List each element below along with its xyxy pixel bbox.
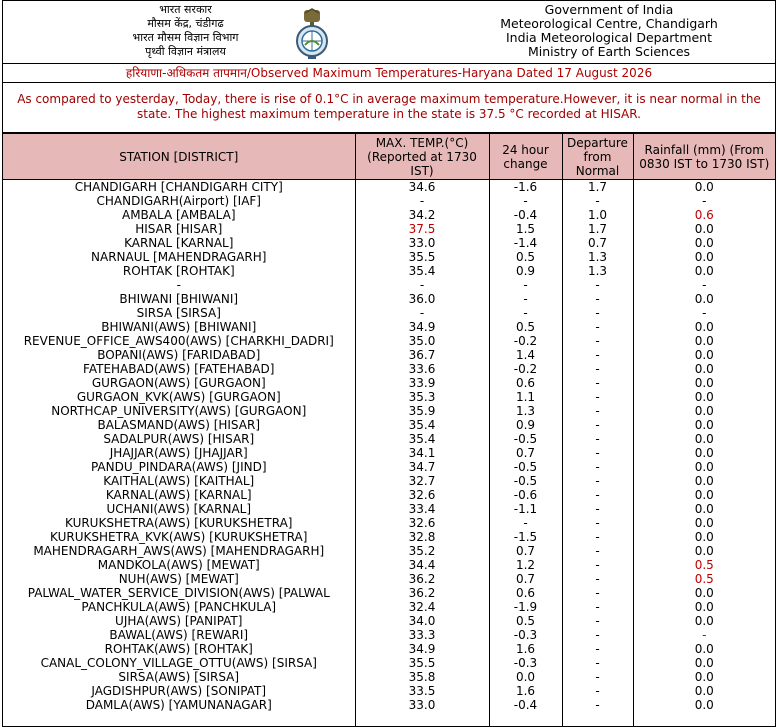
max-temp-cell: 35.4 <box>355 432 489 446</box>
rainfall-cell: 0.0 <box>633 180 775 195</box>
max-temp-cell: 32.8 <box>355 530 489 544</box>
change-cell: 0.6 <box>489 586 562 600</box>
change-cell: 0.6 <box>489 376 562 390</box>
station-cell: UCHANI(AWS) [KARNAL] <box>3 502 355 516</box>
table-row <box>3 390 775 404</box>
station-cell: AMBALA [AMBALA] <box>3 208 355 222</box>
table-row <box>3 558 775 572</box>
rainfall-cell: 0.0 <box>633 642 775 656</box>
change-cell: 0.7 <box>489 572 562 586</box>
change-cell: -0.5 <box>489 432 562 446</box>
station-cell: GURGAON(AWS) [GURGAON] <box>3 376 355 390</box>
change-cell: -1.4 <box>489 236 562 250</box>
hindi-line: भारत मौसम विज्ञान विभाग <box>132 31 239 44</box>
change-cell: 0.5 <box>489 614 562 628</box>
rainfall-cell: 0.0 <box>633 348 775 362</box>
station-cell: NORTHCAP_UNIVERSITY(AWS) [GURGAON] <box>3 404 355 418</box>
departure-cell: - <box>562 586 633 600</box>
max-temp-cell: 33.4 <box>355 502 489 516</box>
departure-cell: - <box>562 502 633 516</box>
station-cell: DAMLA(AWS) [YAMUNANAGAR] <box>3 698 355 712</box>
departure-cell: - <box>562 488 633 502</box>
table-row <box>3 306 775 320</box>
departure-cell: - <box>562 614 633 628</box>
station-cell: BOPANI(AWS) [FARIDABAD] <box>3 348 355 362</box>
table-row <box>3 516 775 530</box>
station-cell: BHIWANI [BHIWANI] <box>3 292 355 306</box>
departure-cell: 1.7 <box>562 222 633 236</box>
departure-cell: 1.7 <box>562 180 633 195</box>
change-cell: -0.5 <box>489 474 562 488</box>
station-cell: MAHENDRAGARH_AWS(AWS) [MAHENDRAGARH] <box>3 544 355 558</box>
col-header-max-temp: MAX. TEMP.(°C) (Reported at 1730 IST) <box>355 134 489 180</box>
departure-cell: - <box>562 558 633 572</box>
max-temp-cell: 35.3 <box>355 390 489 404</box>
max-temp-cell: 34.9 <box>355 642 489 656</box>
station-cell: BHIWANI(AWS) [BHIWANI] <box>3 320 355 334</box>
max-temp-cell <box>355 712 489 727</box>
rainfall-cell: 0.0 <box>633 488 775 502</box>
departure-cell: 1.3 <box>562 250 633 264</box>
change-cell: -1.5 <box>489 530 562 544</box>
table-row <box>3 278 775 292</box>
departure-cell: - <box>562 656 633 670</box>
max-temp-cell: 33.9 <box>355 376 489 390</box>
rainfall-cell: 0.0 <box>633 684 775 698</box>
max-temp-cell: 34.9 <box>355 320 489 334</box>
departure-cell: - <box>562 544 633 558</box>
station-cell: NUH(AWS) [MEWAT] <box>3 572 355 586</box>
max-temp-cell: 34.4 <box>355 558 489 572</box>
rainfall-cell: - <box>633 278 775 292</box>
departure-cell: - <box>562 530 633 544</box>
change-cell <box>489 712 562 727</box>
rainfall-cell: 0.0 <box>633 544 775 558</box>
max-temp-cell: 34.7 <box>355 460 489 474</box>
departure-cell: - <box>562 446 633 460</box>
report-sheet <box>2 0 776 727</box>
station-cell: ROHTAK [ROHTAK] <box>3 264 355 278</box>
max-temp-cell: 36.0 <box>355 292 489 306</box>
departure-cell: 1.3 <box>562 264 633 278</box>
table-row <box>3 418 775 432</box>
station-cell: BALASMAND(AWS) [HISAR] <box>3 418 355 432</box>
departure-cell: - <box>562 572 633 586</box>
table-row <box>3 656 775 670</box>
rainfall-cell: 0.0 <box>633 418 775 432</box>
station-cell: HISAR [HISAR] <box>3 222 355 236</box>
table-row <box>3 222 775 236</box>
max-temp-cell: 35.2 <box>355 544 489 558</box>
english-line: India Meteorological Department <box>505 30 713 45</box>
station-cell: PALWAL_WATER_SERVICE_DIVISION(AWS) [PALWAL <box>3 586 355 600</box>
departure-cell: - <box>562 404 633 418</box>
change-cell: 0.7 <box>489 544 562 558</box>
summary-text: As compared to yesterday, Today, there is rise of 0.1°C in average maximum temperature.However, it is near normal in the state. The highest maximum temperature in the state is 37.5 °C recorded at HISAR. <box>3 83 775 133</box>
table-row <box>3 334 775 348</box>
change-cell: -1.1 <box>489 502 562 516</box>
rainfall-cell: 0.0 <box>633 474 775 488</box>
station-cell: ROHTAK(AWS) [ROHTAK] <box>3 642 355 656</box>
departure-cell: - <box>562 334 633 348</box>
rainfall-cell: 0.0 <box>633 222 775 236</box>
departure-cell: - <box>562 376 633 390</box>
departure-cell: - <box>562 348 633 362</box>
station-cell: PANDU_PINDARA(AWS) [JIND] <box>3 460 355 474</box>
station-cell: SIRSA [SIRSA] <box>3 306 355 320</box>
max-temp-cell: 35.0 <box>355 334 489 348</box>
table-row <box>3 600 775 614</box>
change-cell: - <box>489 292 562 306</box>
departure-cell: - <box>562 460 633 474</box>
station-cell: SIRSA(AWS) [SIRSA] <box>3 670 355 684</box>
table-row <box>3 446 775 460</box>
departure-cell: 0.7 <box>562 236 633 250</box>
rainfall-cell: 0.0 <box>633 656 775 670</box>
table-row <box>3 250 775 264</box>
max-temp-cell: 34.2 <box>355 208 489 222</box>
departure-cell: - <box>562 670 633 684</box>
change-cell: 1.1 <box>489 390 562 404</box>
rainfall-cell: - <box>633 306 775 320</box>
max-temp-cell: 34.6 <box>355 180 489 195</box>
rainfall-cell: 0.0 <box>633 432 775 446</box>
station-cell: MANDKOLA(AWS) [MEWAT] <box>3 558 355 572</box>
rainfall-cell <box>633 712 775 727</box>
table-row <box>3 362 775 376</box>
hindi-line: पृथ्वी विज्ञान मंत्रालय <box>145 45 226 58</box>
report-title: हरियाणा-अधिकतम तापमान/Observed Maximum Temperatures-Haryana Dated 17 August 2026 <box>3 64 775 83</box>
station-cell: CHANDIGARH(Airport) [IAF] <box>3 194 355 208</box>
rainfall-cell: 0.0 <box>633 670 775 684</box>
change-cell: 1.6 <box>489 642 562 656</box>
station-cell: KARNAL [KARNAL] <box>3 236 355 250</box>
departure-cell: - <box>562 642 633 656</box>
station-cell: - <box>3 278 355 292</box>
table-row <box>3 586 775 600</box>
hindi-line: भारत सरकार <box>159 3 212 16</box>
departure-cell: - <box>562 516 633 530</box>
rainfall-cell: 0.0 <box>633 698 775 712</box>
change-cell: -0.3 <box>489 628 562 642</box>
departure-cell: - <box>562 278 633 292</box>
table-row <box>3 544 775 558</box>
departure-cell: - <box>562 292 633 306</box>
table-row <box>3 348 775 362</box>
english-org-block <box>479 3 739 59</box>
table-row <box>3 376 775 390</box>
max-temp-cell: 33.0 <box>355 236 489 250</box>
max-temp-cell: 33.5 <box>355 684 489 698</box>
departure-cell: - <box>562 474 633 488</box>
change-cell: 0.5 <box>489 320 562 334</box>
max-temp-cell: 33.3 <box>355 628 489 642</box>
table-row <box>3 180 775 195</box>
rainfall-cell: 0.0 <box>633 460 775 474</box>
table-row <box>3 572 775 586</box>
max-temp-cell: 35.5 <box>355 656 489 670</box>
station-cell: SADALPUR(AWS) [HISAR] <box>3 432 355 446</box>
max-temp-cell: 35.8 <box>355 670 489 684</box>
col-header-departure: Departure from Normal <box>562 134 633 180</box>
table-row <box>3 642 775 656</box>
col-header-rainfall: Rainfall (mm) (From 0830 IST to 1730 IST) <box>633 134 775 180</box>
departure-cell: - <box>562 698 633 712</box>
table-row <box>3 474 775 488</box>
departure-cell: - <box>562 432 633 446</box>
change-cell: -0.4 <box>489 208 562 222</box>
rainfall-cell: - <box>633 628 775 642</box>
station-cell: KAITHAL(AWS) [KAITHAL] <box>3 474 355 488</box>
hindi-org-block <box>98 3 273 59</box>
report-header <box>3 0 775 64</box>
max-temp-cell: 32.7 <box>355 474 489 488</box>
temperature-table <box>3 133 775 727</box>
table-row <box>3 460 775 474</box>
rainfall-cell: 0.0 <box>633 516 775 530</box>
change-cell: -0.2 <box>489 362 562 376</box>
table-row <box>3 264 775 278</box>
table-row <box>3 502 775 516</box>
max-temp-cell: 34.0 <box>355 614 489 628</box>
max-temp-cell: - <box>355 278 489 292</box>
station-cell: GURGAON_KVK(AWS) [GURGAON] <box>3 390 355 404</box>
table-row <box>3 684 775 698</box>
hindi-line: मौसम केंद्र, चंडीगढ <box>147 17 224 30</box>
rainfall-cell: 0.0 <box>633 600 775 614</box>
max-temp-cell: 36.2 <box>355 586 489 600</box>
rainfall-cell: 0.5 <box>633 558 775 572</box>
col-header-24h-change: 24 hour change <box>489 134 562 180</box>
station-cell <box>3 712 355 727</box>
station-cell: KURUKSHETRA_KVK(AWS) [KURUKSHETRA] <box>3 530 355 544</box>
change-cell: 1.6 <box>489 684 562 698</box>
change-cell: 1.5 <box>489 222 562 236</box>
rainfall-cell: 0.0 <box>633 264 775 278</box>
rainfall-cell: 0.0 <box>633 446 775 460</box>
table-row <box>3 712 775 727</box>
change-cell: -1.9 <box>489 600 562 614</box>
table-row <box>3 614 775 628</box>
station-cell: CANAL_COLONY_VILLAGE_OTTU(AWS) [SIRSA] <box>3 656 355 670</box>
max-temp-cell: 34.1 <box>355 446 489 460</box>
table-row <box>3 292 775 306</box>
change-cell: - <box>489 278 562 292</box>
max-temp-cell: - <box>355 306 489 320</box>
table-row <box>3 432 775 446</box>
table-row <box>3 320 775 334</box>
rainfall-cell: 0.0 <box>633 292 775 306</box>
departure-cell: - <box>562 684 633 698</box>
rainfall-cell: 0.0 <box>633 236 775 250</box>
max-temp-cell: 33.0 <box>355 698 489 712</box>
change-cell: 0.9 <box>489 264 562 278</box>
table-row <box>3 670 775 684</box>
rainfall-cell: 0.0 <box>633 334 775 348</box>
max-temp-cell: 32.6 <box>355 516 489 530</box>
station-cell: NARNAUL [MAHENDRAGARH] <box>3 250 355 264</box>
max-temp-cell: 32.6 <box>355 488 489 502</box>
max-temp-cell: 32.4 <box>355 600 489 614</box>
max-temp-cell: 33.6 <box>355 362 489 376</box>
change-cell: 0.7 <box>489 446 562 460</box>
change-cell: 1.4 <box>489 348 562 362</box>
change-cell: -0.4 <box>489 698 562 712</box>
station-cell: UJHA(AWS) [PANIPAT] <box>3 614 355 628</box>
station-cell: PANCHKULA(AWS) [PANCHKULA] <box>3 600 355 614</box>
table-row <box>3 628 775 642</box>
english-line: Ministry of Earth Sciences <box>527 44 691 59</box>
change-cell: - <box>489 306 562 320</box>
table-row <box>3 194 775 208</box>
table-header-row <box>3 134 775 180</box>
change-cell: -0.6 <box>489 488 562 502</box>
station-cell: BAWAL(AWS) [REWARI] <box>3 628 355 642</box>
imd-emblem-icon <box>288 7 336 59</box>
departure-cell: - <box>562 194 633 208</box>
departure-cell: - <box>562 628 633 642</box>
change-cell: -0.2 <box>489 334 562 348</box>
rainfall-cell: 0.6 <box>633 208 775 222</box>
departure-cell: - <box>562 600 633 614</box>
departure-cell: - <box>562 320 633 334</box>
station-cell: REVENUE_OFFICE_AWS400(AWS) [CHARKHI_DADRI] <box>3 334 355 348</box>
table-row <box>3 404 775 418</box>
table-row <box>3 208 775 222</box>
table-row <box>3 488 775 502</box>
rainfall-cell: 0.0 <box>633 614 775 628</box>
change-cell: 1.2 <box>489 558 562 572</box>
departure-cell: 1.0 <box>562 208 633 222</box>
change-cell: -0.5 <box>489 460 562 474</box>
max-temp-cell: 35.9 <box>355 404 489 418</box>
change-cell: - <box>489 516 562 530</box>
departure-cell: - <box>562 306 633 320</box>
table-body <box>3 180 775 727</box>
rainfall-cell: 0.0 <box>633 250 775 264</box>
english-line: Meteorological Centre, Chandigarh <box>500 16 718 31</box>
change-cell: 0.5 <box>489 250 562 264</box>
change-cell: 0.9 <box>489 418 562 432</box>
rainfall-cell: 0.0 <box>633 362 775 376</box>
max-temp-cell: 36.7 <box>355 348 489 362</box>
rainfall-cell: 0.0 <box>633 502 775 516</box>
max-temp-cell: - <box>355 194 489 208</box>
station-cell: KARNAL(AWS) [KARNAL] <box>3 488 355 502</box>
rainfall-cell: 0.0 <box>633 390 775 404</box>
table-row <box>3 698 775 712</box>
departure-cell: - <box>562 362 633 376</box>
departure-cell: - <box>562 418 633 432</box>
station-cell: KURUKSHETRA(AWS) [KURUKSHETRA] <box>3 516 355 530</box>
station-cell: JHAJJAR(AWS) [JHAJJAR] <box>3 446 355 460</box>
rainfall-cell: 0.0 <box>633 320 775 334</box>
max-temp-cell: 37.5 <box>355 222 489 236</box>
change-cell: -0.3 <box>489 656 562 670</box>
rainfall-cell: 0.0 <box>633 530 775 544</box>
table-row <box>3 530 775 544</box>
max-temp-cell: 35.5 <box>355 250 489 264</box>
change-cell: - <box>489 194 562 208</box>
rainfall-cell: 0.5 <box>633 572 775 586</box>
max-temp-cell: 35.4 <box>355 264 489 278</box>
station-cell: JAGDISHPUR(AWS) [SONIPAT] <box>3 684 355 698</box>
departure-cell <box>562 712 633 727</box>
col-header-station: STATION [DISTRICT] <box>3 134 355 180</box>
departure-cell: - <box>562 390 633 404</box>
change-cell: 0.0 <box>489 670 562 684</box>
max-temp-cell: 36.2 <box>355 572 489 586</box>
station-cell: CHANDIGARH [CHANDIGARH CITY] <box>3 180 355 195</box>
change-cell: 1.3 <box>489 404 562 418</box>
max-temp-cell: 35.4 <box>355 418 489 432</box>
english-line: Government of India <box>544 2 674 17</box>
rainfall-cell: 0.0 <box>633 376 775 390</box>
rainfall-cell: - <box>633 194 775 208</box>
station-cell: FATEHABAD(AWS) [FATEHABAD] <box>3 362 355 376</box>
table-row <box>3 236 775 250</box>
change-cell: -1.6 <box>489 180 562 195</box>
rainfall-cell: 0.0 <box>633 586 775 600</box>
rainfall-cell: 0.0 <box>633 404 775 418</box>
